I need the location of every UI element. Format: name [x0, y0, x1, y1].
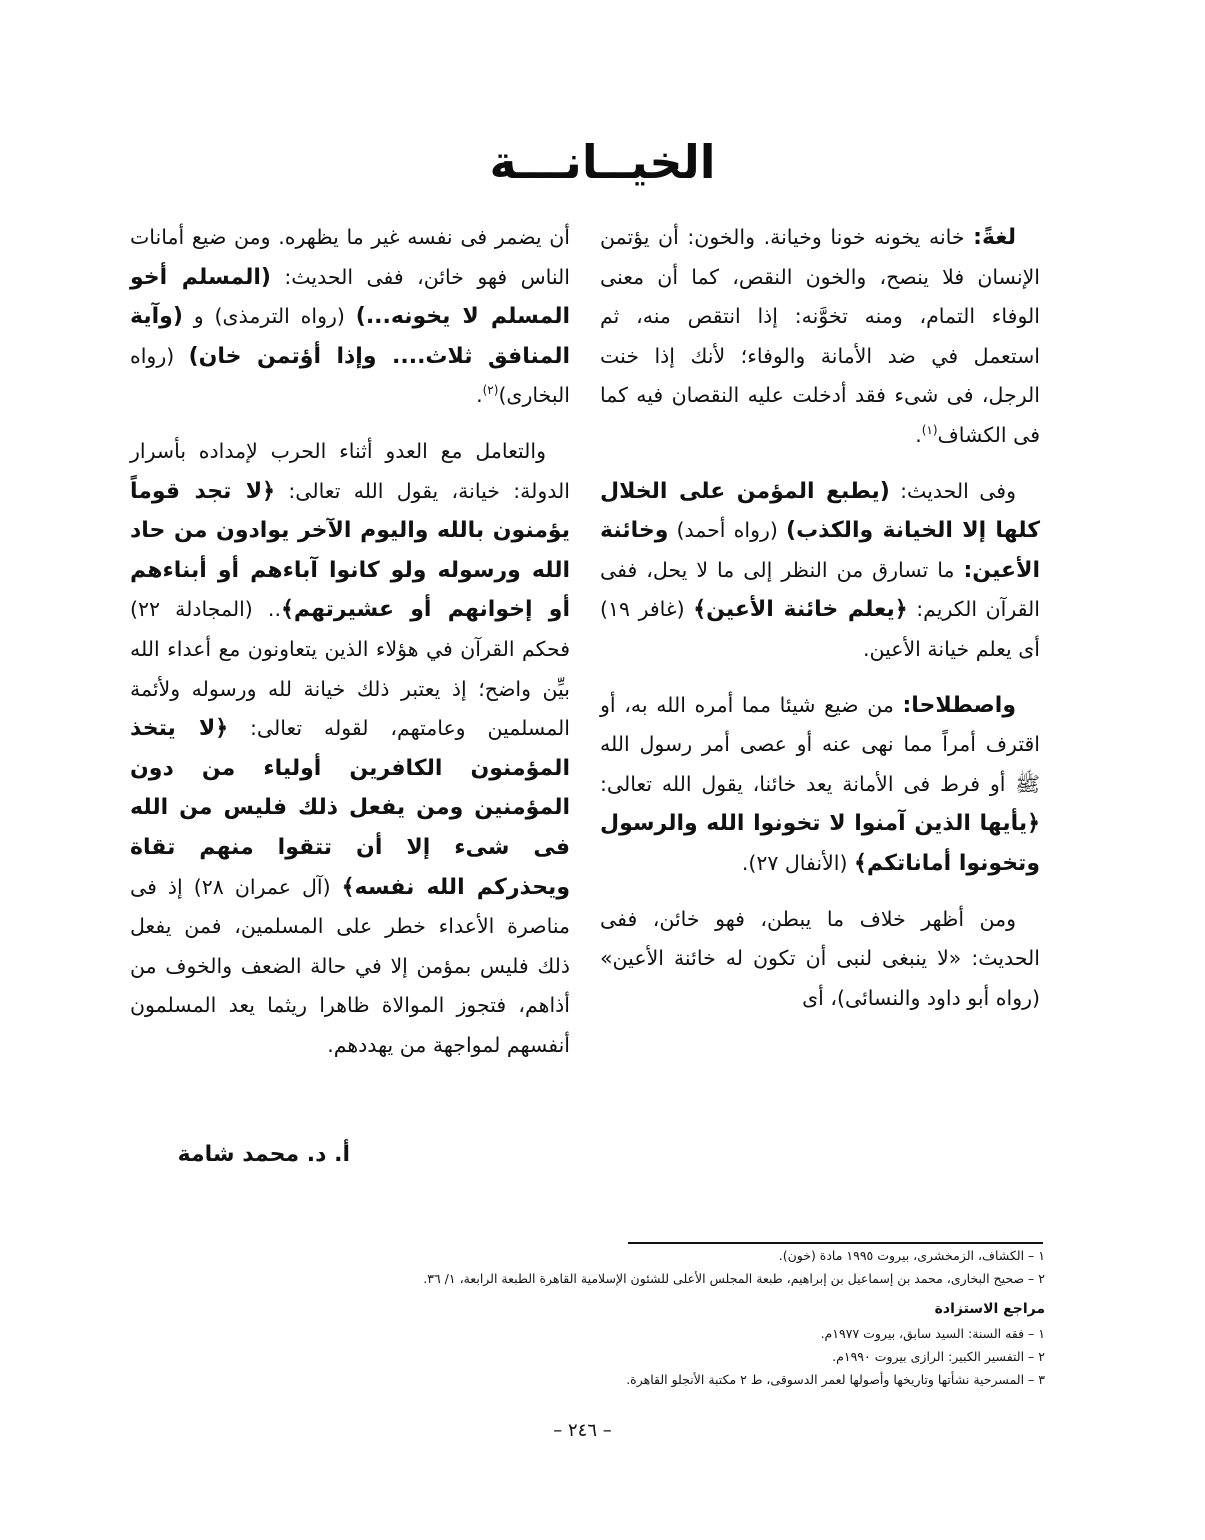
text-run: وفى الحديث:	[889, 478, 1016, 503]
text-run: .. (المجادلة ٢٢) فحكم القرآن في هؤلاء الذين يتعاونون مع أعداء الله بيِّن واضح؛ إذ يعتبر ذلك خيانة لله ورسوله ولأئمة المسلمين وعامتهم، لقوله تعالى:	[130, 597, 570, 741]
text-run: من ضيع شيئا مما أمره الله به، أو اقترف أمراً مما نهى عنه أو عصى أمر رسول الله ﷺ أو فرط فى الأمانة يعد خائنا، يقول الله تعالى:	[600, 692, 1040, 796]
further-reading-title: مراجع الاستزادة	[934, 1301, 1045, 1317]
footnote-1: ١ – الكشاف، الزمخشرى، بيروت ١٩٩٥ مادة (خون).	[778, 1248, 1045, 1263]
bold-quote: ﴿يأيها الذين آمنوا لا تخونوا الله والرسول وتخونوا أماناتكم﴾	[600, 811, 1040, 876]
text-run: خانه يخونه خونا وخيانة. والخون: أن يؤتمن الإنسان فلا ينصح، والخون النقص، كما أن معنى الوفاء التمام، ومنه تخوَّنه: إذا انتقص منه، ثم استعمل في ضد الأمانة والوفاء؛ لأنك إذا خنت الرجل، فى شىء فقد أدخلت عليه النقصان فيه كما فى الكشاف	[600, 225, 1040, 447]
text-run: أن يضمر فى نفسه غير ما يظهره. ومن ضيع أمانات الناس فهو خائن، ففى الحديث:	[130, 225, 570, 289]
text-run: والتعامل مع العدو أثناء الحرب لإمداده بأسرار الدولة: خيانة، يقول الله تعالى:	[130, 438, 571, 503]
left-column	[130, 218, 570, 1081]
footnote-ref: (١)	[921, 423, 938, 438]
paragraph-continuation	[130, 218, 570, 416]
author-signature: أ. د. محمد شامة	[177, 1142, 350, 1167]
paragraph-man-azhar	[600, 900, 1040, 1019]
bold-quote: واصطلاحا:	[902, 692, 1016, 718]
text-run: .	[915, 422, 922, 447]
bold-quote: وخائنة الأعين:	[600, 518, 1040, 583]
reference-1: ١ – فقه السنة: السيد سابق، بيروت ١٩٧٧م.	[820, 1326, 1045, 1341]
bold-quote: (وآية المنافق ثلاث.... وإذا أؤتمن خان)	[130, 304, 570, 369]
right-column	[600, 218, 1040, 1034]
reference-3: ٣ – المسرحية نشأتها وتاريخها وأصولها لعمر الدسوقى، ط ٢ مكتبة الأنجلو القاهرة.	[626, 1372, 1045, 1387]
paragraph-istilahan	[600, 686, 1040, 884]
footnotes-section	[250, 1244, 1045, 1391]
text-run: (رواه البخارى)	[130, 343, 570, 408]
text-run: (رواه أحمد)	[668, 518, 787, 543]
paragraph-lugha	[600, 218, 1040, 456]
reference-2: ٢ – التفسير الكبير: الرازى بيروت ١٩٩٠م.	[832, 1349, 1045, 1364]
text-run: (رواه الترمذى) و	[182, 304, 356, 329]
text-run: ومن أظهر خلاف ما يبطن، فهو خائن، ففى الحديث: «لا ينبغى لنبى أن تكون له خائنة الأعين» (رواه أبو داود والنسائى)، أى	[600, 906, 1040, 1010]
paragraph-hadith-yutbau	[600, 472, 1040, 670]
page-title: الخيــانـــة	[489, 135, 716, 189]
bold-quote: لغةً:	[973, 225, 1016, 250]
page-number: – ٢٤٦ –	[553, 1420, 612, 1441]
text-run: (غافر ١٩) أى يعلم خيانة الأعين.	[600, 597, 1040, 661]
footnote-2: ٢ – صحيح البخارى، محمد بن إسماعيل بن إبراهيم، طبعة المجلس الأعلى للشئون الإسلامية القاهرة الطبعة الرابعة، ١/ ٣٦.	[423, 1271, 1045, 1286]
text-run: .	[476, 383, 483, 408]
text-run: ما تسارق من النظر إلى ما لا يحل، ففى القرآن الكريم:	[600, 557, 1040, 622]
bold-quote: ﴿لا تجد قوماً يؤمنون بالله واليوم الآخر يوادون من حاد الله ورسوله ولو كانوا آباءهم أو أبناءهم أو إخوانهم أو عشيرتهم﴾	[130, 478, 570, 623]
bold-quote: (يطبع المؤمن على الخلال كلها إلا الخيانة والكذب)	[600, 478, 1040, 544]
text-run: (الأنفال ٢٧).	[741, 850, 855, 875]
text-run: (آل عمران ٢٨) إذ فى مناصرة الأعداء خطر على المسلمين، فمن يفعل ذلك فليس بمؤمن إلا في حالة الضعف والخوف من أذاهم، فتجوز الموالاة ظاهرا ريثما يعد المسلمون أنفسهم لمواجهة من يهددهم.	[130, 874, 570, 1057]
bold-quote: ﴿يعلم خائنة الأعين﴾	[693, 597, 908, 623]
bold-quote: ﴿لا يتخذ المؤمنون الكافرين أولياء من دون المؤمنين ومن يفعل ذلك فليس من الله فى شىء إلا أن تتقوا منهم تقاة ويحذركم الله نفسه﴾	[130, 716, 570, 900]
paragraph-taamul	[130, 432, 570, 1066]
bold-quote: (المسلم أخو المسلم لا يخونه...)	[130, 264, 571, 330]
footnote-ref: (٢)	[482, 383, 499, 398]
